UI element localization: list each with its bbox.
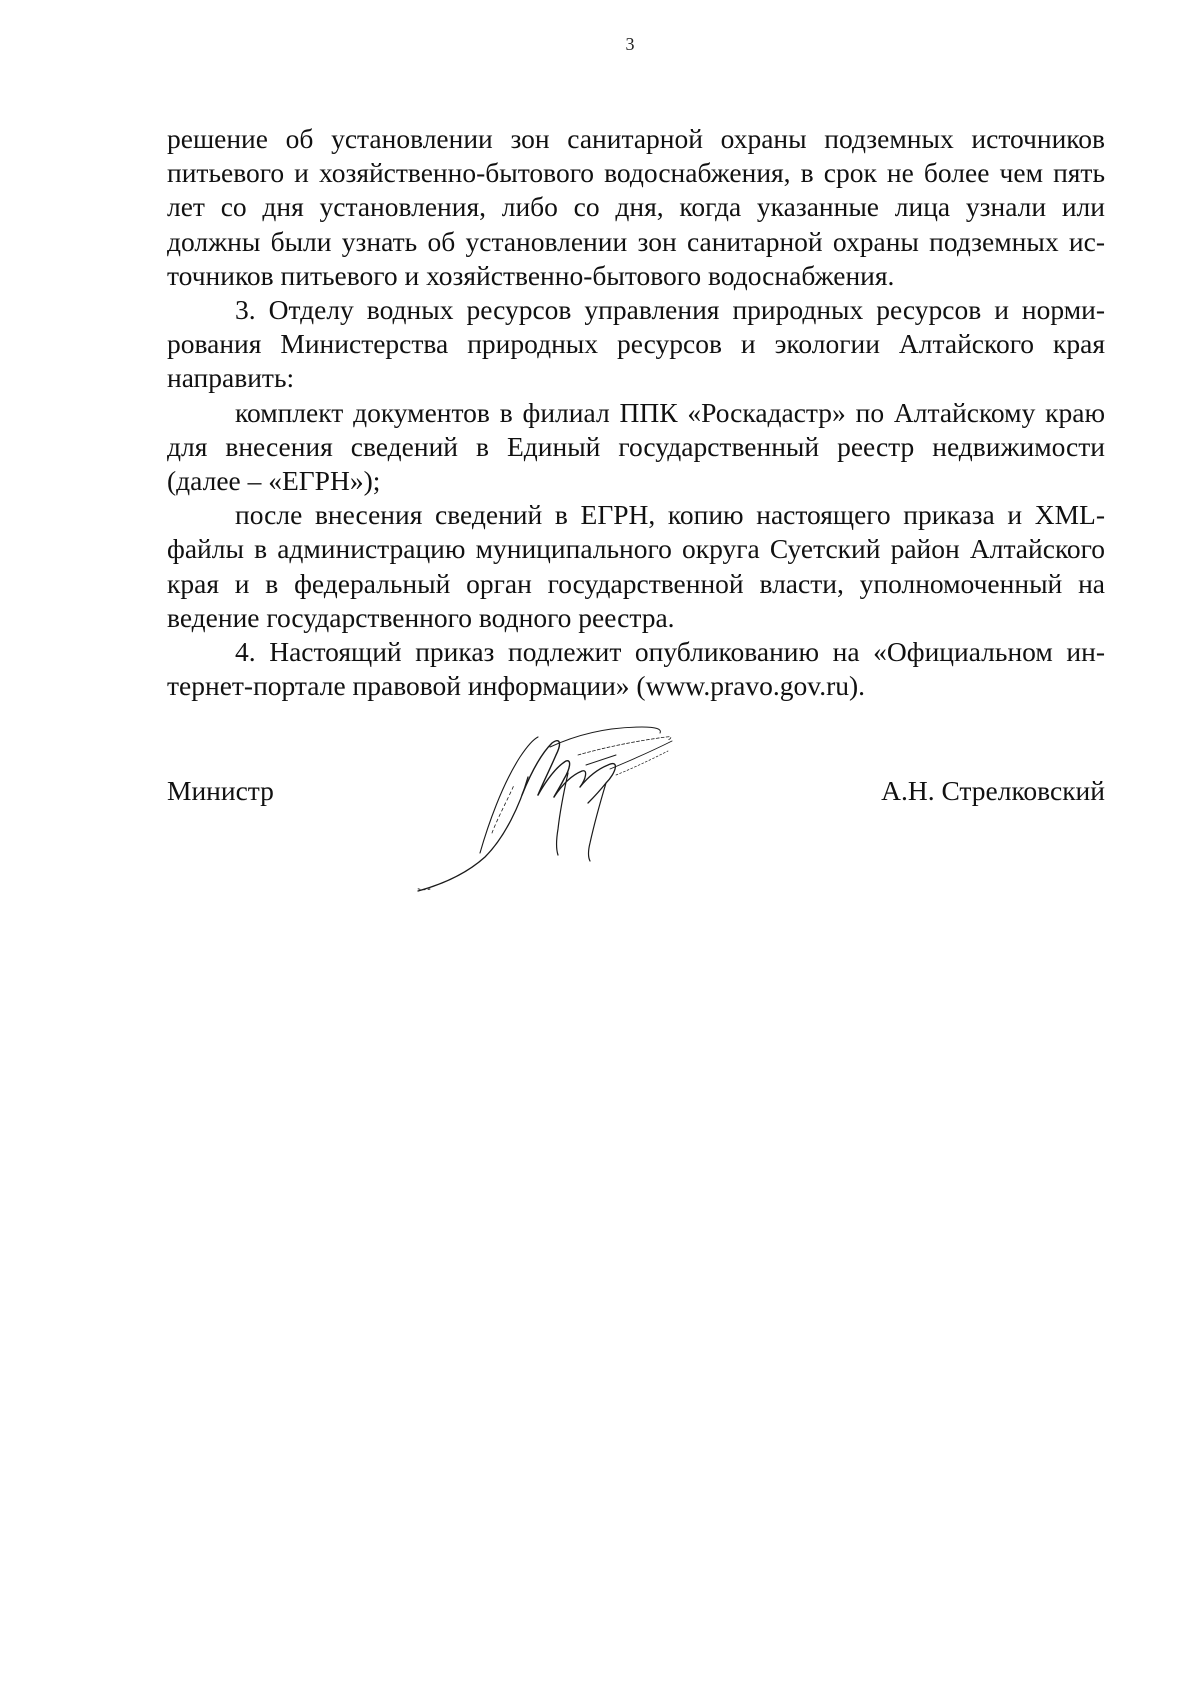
paragraph-item-4: 4. Настоящий приказ подлежит опубликованию на «Официальном интернет-портале правовой информации» (www.pravo.gov.ru). bbox=[167, 636, 1105, 702]
paragraph-item-3: 3. Отделу водных ресурсов управления природных ресурсов и нормирования Министерства природных ресурсов и экологии Алтайского края направить: bbox=[167, 294, 1105, 394]
paragraph-item-3-sub-2: после внесения сведений в ЕГРН, копию настоящего приказа и XML-файлы в администрацию муниципального округа Суетский район Алтайского края и в федеральный орган государственной власти, уполномоченный на ведение государственного водного реестра. bbox=[167, 499, 1105, 633]
handwritten-signature bbox=[410, 725, 730, 900]
signer-position: Министр bbox=[167, 775, 274, 806]
paragraph-item-3-sub-1: комплект документов в филиал ППК «Роскадастр» по Алтайскому краю для внесения сведений в Единый государственный реестр недвижимости (далее – «ЕГРН»); bbox=[167, 396, 1105, 497]
page-number: 3 bbox=[625, 34, 635, 54]
paragraph-1: решение об установлении зон санитарной охраны подземных источников питьевого и хозяйственно-бытового водоснабжения, в срок не более чем пять лет со дня установления, либо со дня, когда указанные лица узнали или должны были узнать об установлении зон санитарной охраны подземных источников питьевого и хозяйственно-бытового водоснабжения. bbox=[167, 123, 1105, 291]
document-body bbox=[167, 122, 1105, 703]
signer-name: А.Н. Стрелковский bbox=[881, 775, 1105, 806]
